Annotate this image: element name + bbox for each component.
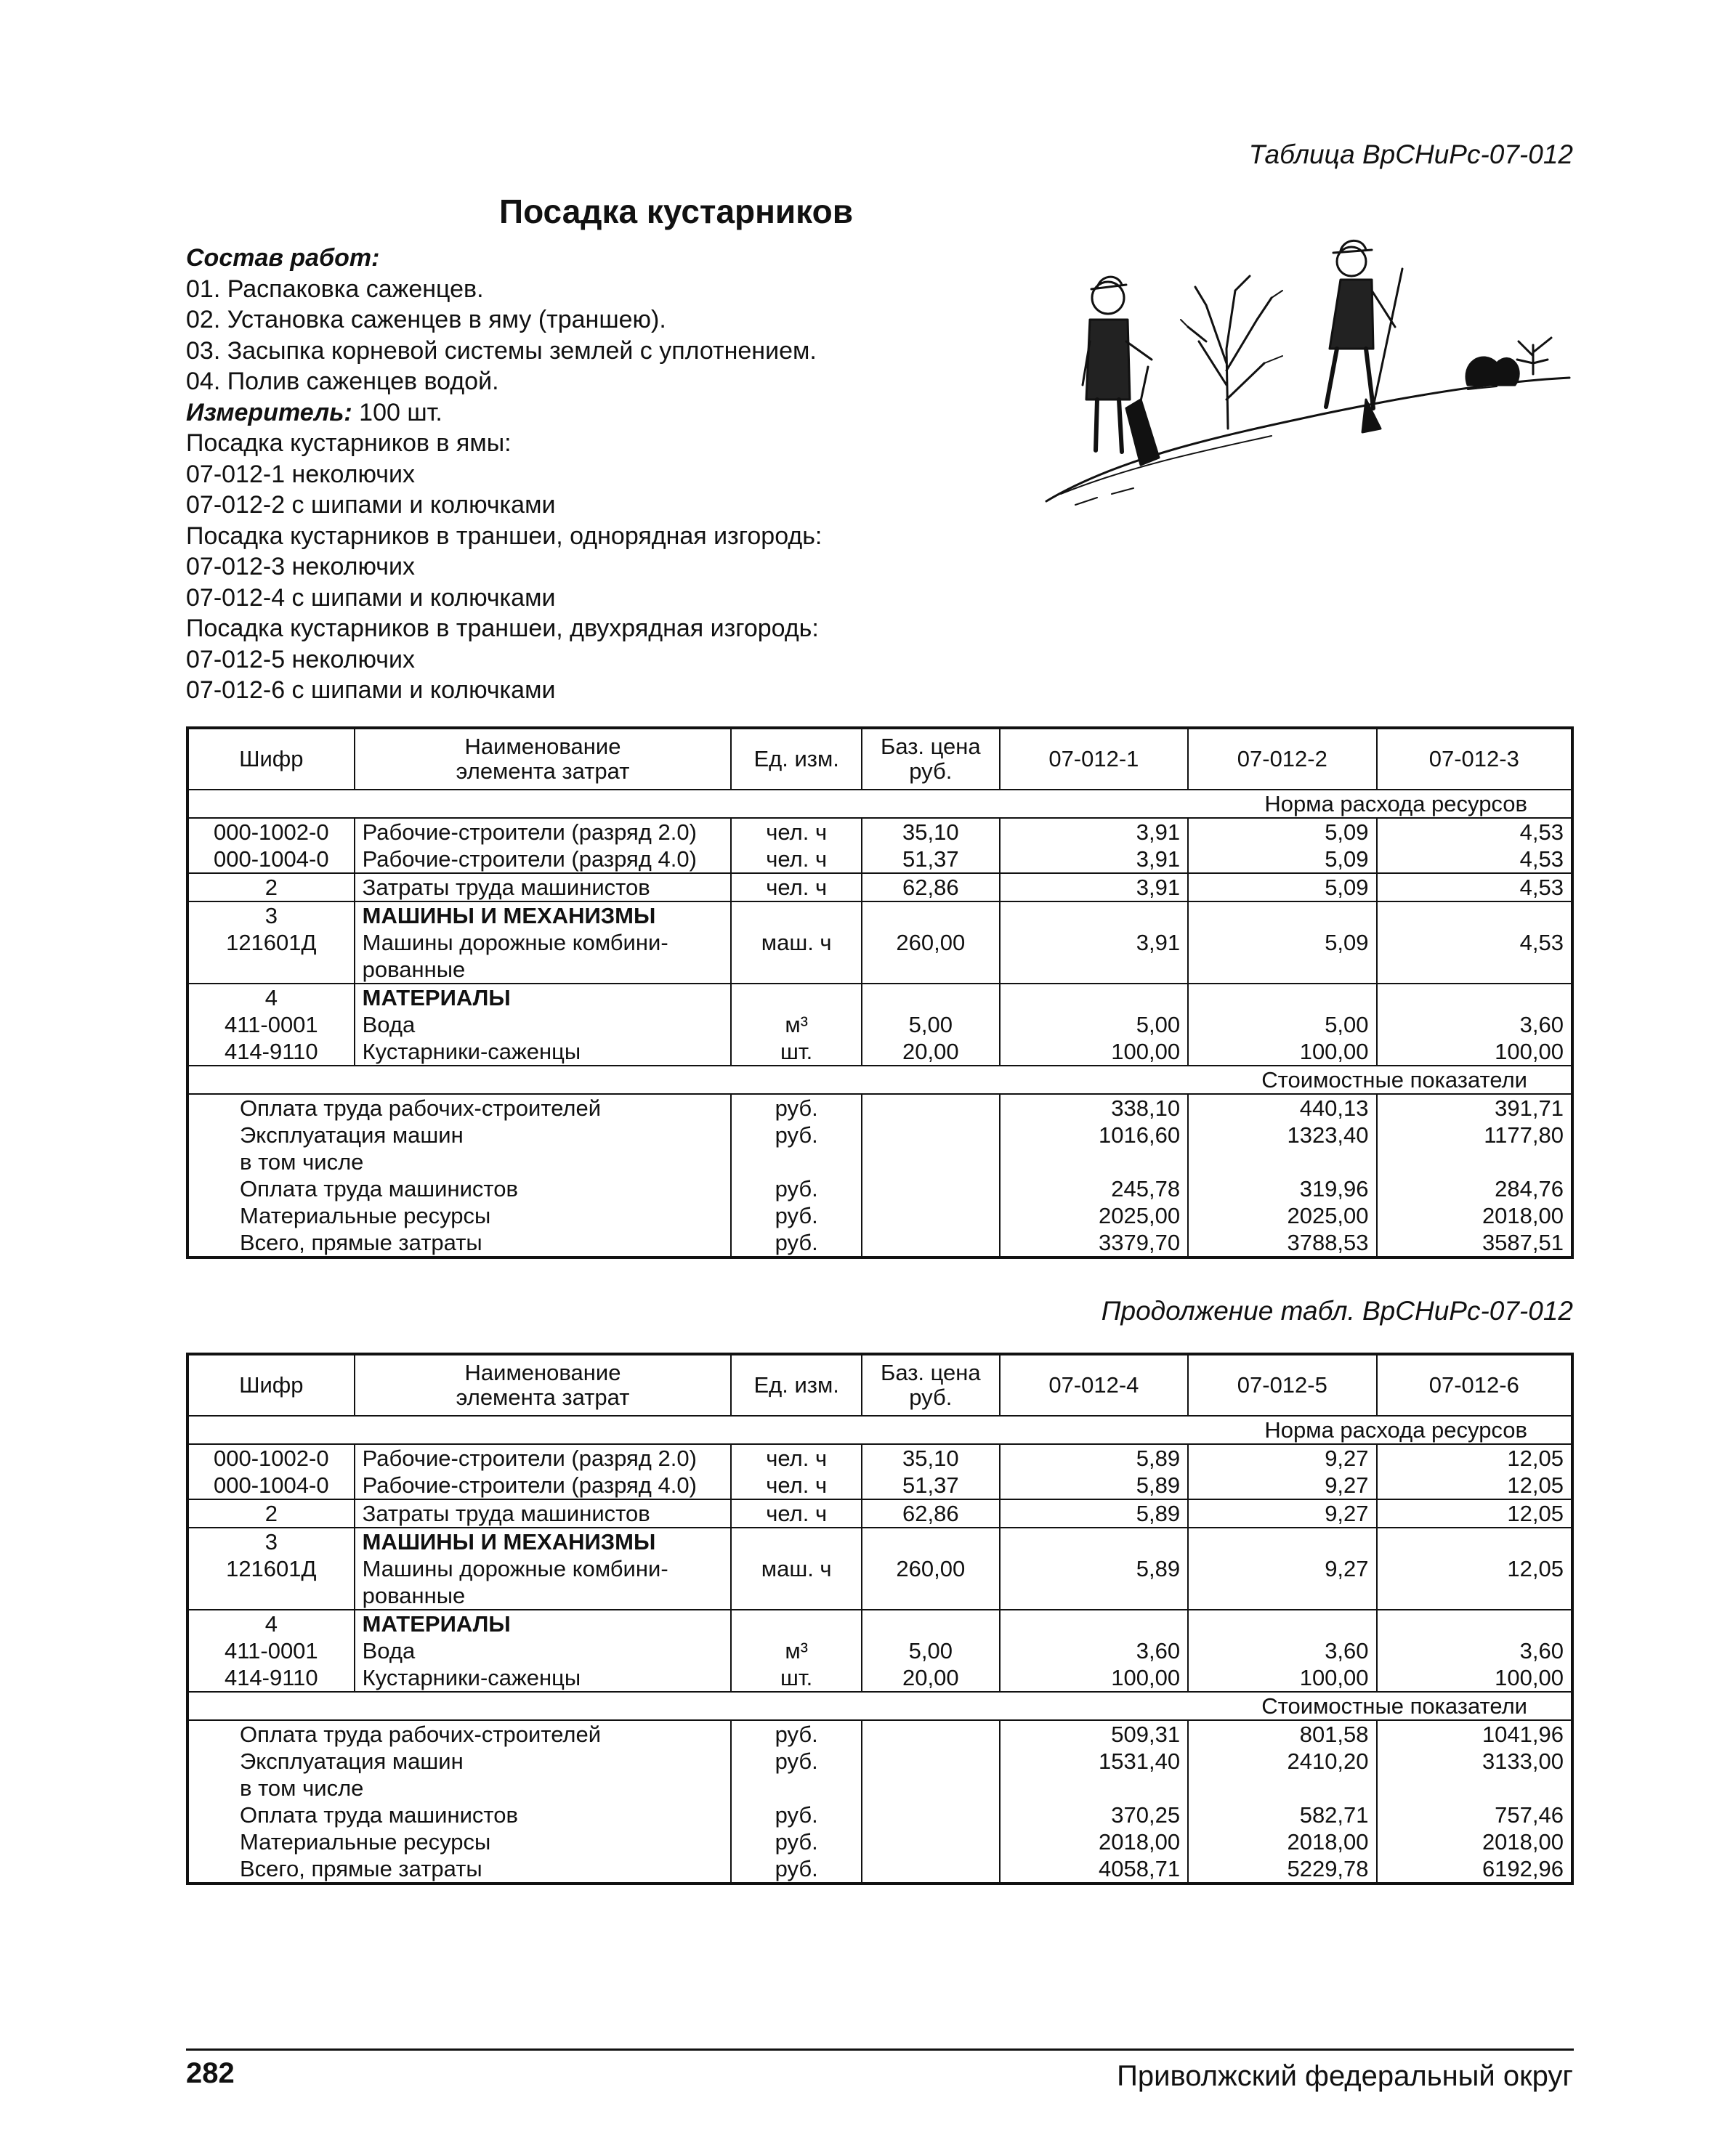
col-unit-header: Ед. изм. [731, 728, 862, 790]
table-row: 000-1002-0 Рабочие-строители (разряд 2.0) чел. ч 35,10 3,91 5,09 4,53 [187, 818, 1572, 846]
col-rate-header: 07-012-3 [1377, 728, 1572, 790]
norm-section-label: Норма расхода ресурсов [187, 1416, 1572, 1444]
intro-line: 07-012-2 с шипами и колючками [186, 491, 556, 519]
step-item: 03. Засыпка корневой системы землей с уплотнением. [186, 336, 817, 365]
table-row: 414-9110 Кустарники-саженцы шт. 20,00 100,00 100,00 100,00 [187, 1664, 1572, 1692]
table-row: Материальные ресурсы руб. 2018,00 2018,00 2018,00 [187, 1828, 1572, 1855]
intro-line: Посадка кустарников в ямы: [186, 429, 512, 457]
step-item: 02. Установка саженцев в яму (траншею). [186, 306, 666, 333]
col-rate-header: 07-012-4 [1000, 1354, 1188, 1416]
table-row: 3 121601Д МАШИНЫ И МЕХАНИЗМЫ Машины дорожные комбини- рованные маш. ч 260,00 3,91 5,09 4,53 [187, 901, 1572, 984]
meter-label: Измеритель: [186, 398, 352, 426]
col-unit-header: Ед. изм. [731, 1354, 862, 1416]
table-row: 3 121601Д МАШИНЫ И МЕХАНИЗМЫ Машины дорожные комбини- рованные маш. ч 260,00 5,89 9,27 12,05 [187, 1528, 1572, 1610]
intro-line: 07-012-3 неколючих [186, 553, 415, 580]
table-row: в том числе [187, 1148, 1572, 1175]
col-code-header: Шифр [187, 1354, 355, 1416]
page-title: Посадка кустарников [499, 192, 853, 230]
cost-section-label: Стоимостные показатели [187, 1066, 1572, 1094]
table-row: 000-1004-0 Рабочие-строители (разряд 4.0) чел. ч 51,37 3,91 5,09 4,53 [187, 846, 1572, 873]
continuation-reference: Продолжение табл. ВрСНиРс-07-012 [1101, 1296, 1573, 1326]
table-row: Оплата труда рабочих-строителей руб. 509,31 801,58 1041,96 [187, 1720, 1572, 1748]
intro-line: Посадка кустарников в траншеи, однорядная изгородь: [186, 522, 822, 550]
table-row: Всего, прямые затраты руб. 4058,71 5229,78 6192,96 [187, 1855, 1572, 1884]
norm-section-label: Норма расхода ресурсов [187, 790, 1572, 818]
resource-table-2 [186, 1353, 1574, 1885]
table-row: 000-1002-0 Рабочие-строители (разряд 2.0) чел. ч 35,10 5,89 9,27 12,05 [187, 1444, 1572, 1472]
page-number: 282 [186, 2057, 235, 2089]
intro-line: 07-012-1 неколючих [186, 460, 415, 488]
cost-section-label: Стоимостные показатели [187, 1692, 1572, 1720]
meter-line [186, 397, 1014, 429]
col-rate-header: 07-012-5 [1188, 1354, 1376, 1416]
resource-table-1 [186, 726, 1574, 1259]
step-item: 04. Полив саженцев водой. [186, 368, 499, 395]
table-row: Оплата труда машинистов руб. 245,78 319,96 284,76 [187, 1175, 1572, 1202]
table-row: Оплата труда рабочих-строителей руб. 338,10 440,13 391,71 [187, 1094, 1572, 1122]
gardeners-illustration [1032, 218, 1584, 508]
table-row: Всего, прямые затраты руб. 3379,70 3788,53 3587,51 [187, 1229, 1572, 1257]
meter-value: 100 шт. [352, 398, 442, 426]
col-name-header: Наименование элемента затрат [355, 1354, 732, 1416]
col-rate-header: 07-012-6 [1377, 1354, 1572, 1416]
col-name-header: Наименование элемента затрат [355, 728, 732, 790]
intro-line: 07-012-4 с шипами и колючками [186, 583, 556, 612]
table-row: 2 Затраты труда машинистов чел. ч 62,86 5,89 9,27 12,05 [187, 1499, 1572, 1528]
table-row: Эксплуатация машин руб. 1531,40 2410,20 3133,00 [187, 1748, 1572, 1775]
table-row: 4 411-0001 МАТЕРИАЛЫ Вода м³ 5,00 5,00 5,00 3,60 [187, 984, 1572, 1038]
composition-label: Состав работ: [186, 244, 380, 272]
intro-line: 07-012-5 неколючих [186, 645, 415, 673]
table-row: 2 Затраты труда машинистов чел. ч 62,86 3,91 5,09 4,53 [187, 873, 1572, 901]
col-rate-header: 07-012-2 [1188, 728, 1376, 790]
footer-divider [186, 2048, 1574, 2051]
step-item: 01. Распаковка саженцев. [186, 275, 484, 303]
col-code-header: Шифр [187, 728, 355, 790]
table-row: 4 411-0001 МАТЕРИАЛЫ Вода м³ 5,00 3,60 3,60 3,60 [187, 1610, 1572, 1664]
table-row: 000-1004-0 Рабочие-строители (разряд 4.0) чел. ч 51,37 5,89 9,27 12,05 [187, 1472, 1572, 1499]
intro-line: Посадка кустарников в траншеи, двухрядная изгородь: [186, 615, 819, 642]
table-row: Оплата труда машинистов руб. 370,25 582,71 757,46 [187, 1802, 1572, 1828]
table-row: в том числе [187, 1775, 1572, 1802]
table-row: Материальные ресурсы руб. 2025,00 2025,00 2018,00 [187, 1202, 1572, 1229]
region-name: Приволжский федеральный округ [1117, 2060, 1573, 2092]
table-reference: Таблица ВрСНиРс-07-012 [1248, 139, 1573, 169]
col-rate-header: 07-012-1 [1000, 728, 1188, 790]
col-price-header: Баз. цена руб. [862, 728, 1000, 790]
table-row: 414-9110 Кустарники-саженцы шт. 20,00 100,00 100,00 100,00 [187, 1038, 1572, 1066]
work-description [186, 243, 1014, 706]
intro-line: 07-012-6 с шипами и колючками [186, 676, 556, 704]
col-price-header: Баз. цена руб. [862, 1354, 1000, 1416]
table-row: Эксплуатация машин руб. 1016,60 1323,40 1177,80 [187, 1122, 1572, 1148]
